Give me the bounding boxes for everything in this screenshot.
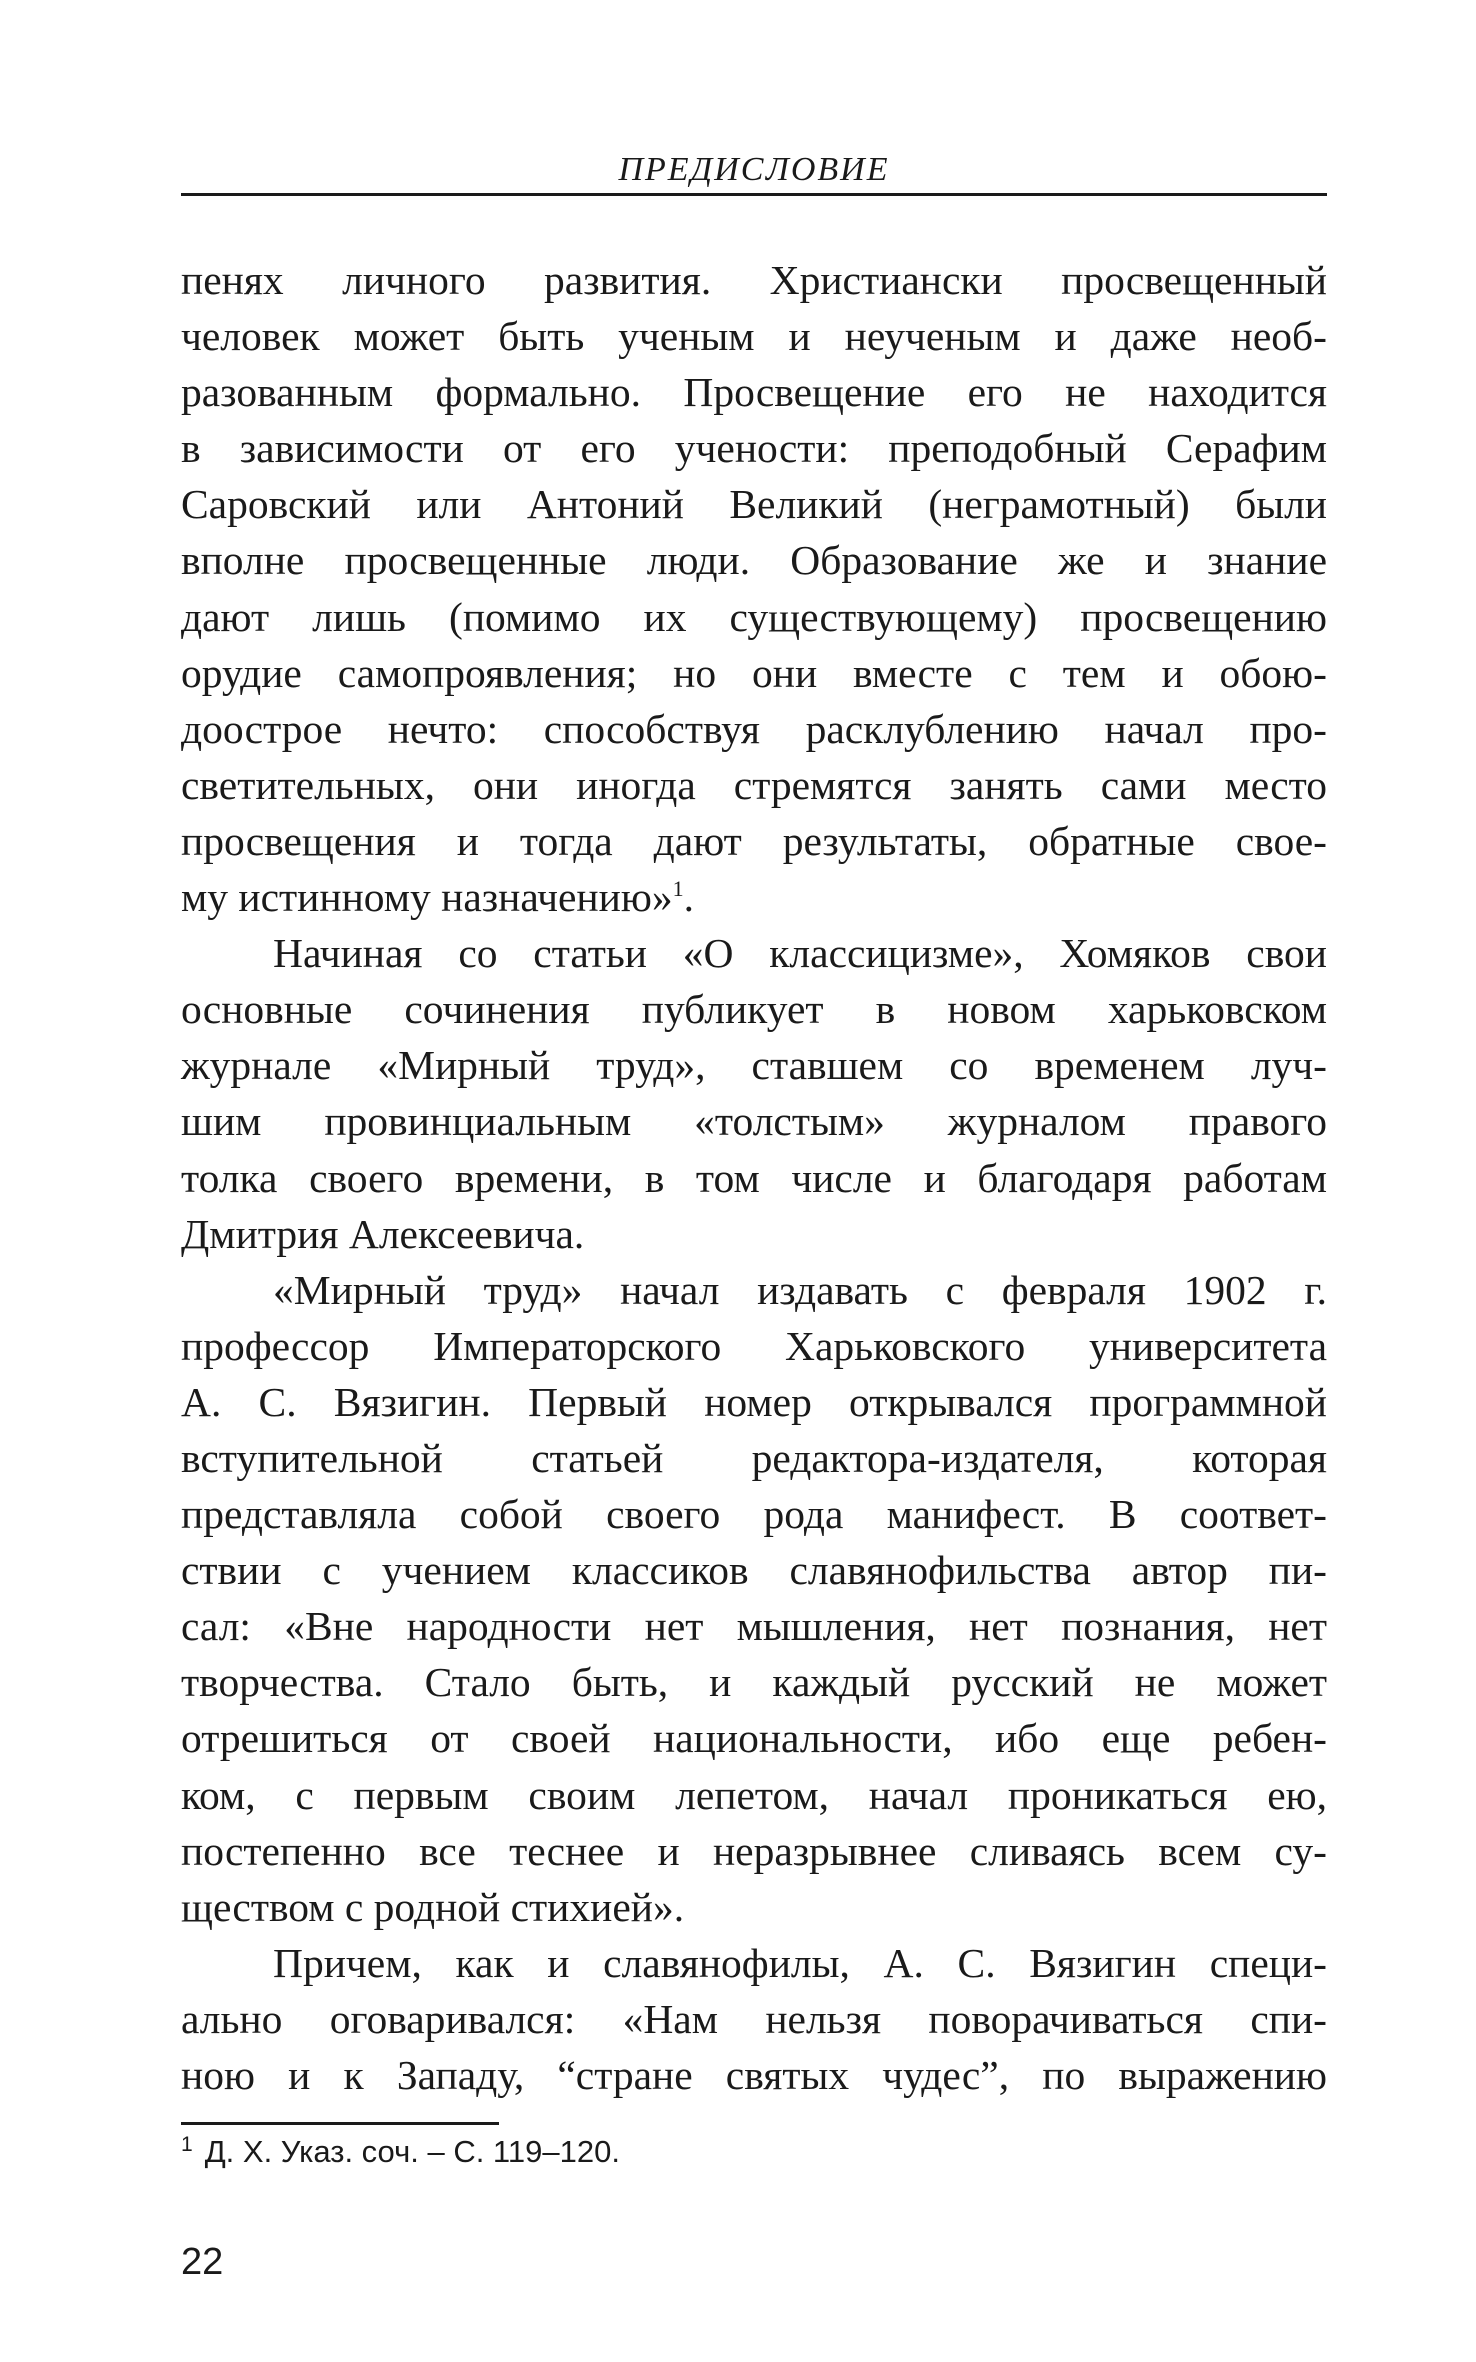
text-line: ком, с первым своим лепетом, начал проникаться ею, (181, 1771, 1327, 1818)
text-line: орудие самопроявления; но они вместе с тем и обою- (181, 649, 1327, 696)
text-line: вполне просвещенные люди. Образование же и знание (181, 537, 1327, 584)
text-line: А. С. Вязигин. Первый номер открывался программной (181, 1378, 1327, 1425)
text-line: толка своего времени, в том числе и благодаря работам (181, 1154, 1327, 1201)
text-line: пенях личного развития. Христиански просвещенный (181, 257, 1327, 303)
text-line (181, 869, 1327, 925)
footnote (181, 2132, 620, 2172)
text-line: разованным формально. Просвещение его не находится (181, 369, 1327, 416)
text-line: постепенно все теснее и неразрывнее сливаясь всем су- (181, 1827, 1327, 1874)
text-line: светительных, они иногда стремятся занять сами место (181, 761, 1327, 808)
text-line: доострое нечто: способствуя расклублению начал про- (181, 705, 1327, 752)
text-line: ществом с родной стихией». (181, 1883, 685, 1930)
text-line: человек может быть ученым и неученым и даже необ- (181, 313, 1327, 360)
footnote-rule (181, 2122, 499, 2125)
text-line: представляла собой своего рода манифест. В соответ- (181, 1491, 1327, 1538)
body-text (181, 252, 1327, 2103)
footnote-reference: 1 (672, 876, 684, 902)
text-line: ально оговаривался: «Нам нельзя поворачиваться спи- (181, 1995, 1327, 2042)
header-rule (181, 193, 1327, 196)
text-line: шим провинциальным «толстым» журналом правого (181, 1098, 1327, 1145)
text-line: Причем, как и славянофилы, А. С. Вязигин специ- (273, 1939, 1327, 1986)
text-line: творчества. Стало быть, и каждый русский не может (181, 1659, 1327, 1706)
text-line: просвещения и тогда дают результаты, обратные свое- (181, 817, 1327, 864)
text-line: основные сочинения публикует в новом харьковском (181, 986, 1327, 1033)
text-fragment: му истинному назначению» (181, 874, 673, 921)
text-line: Начиная со статьи «О классицизме», Хомяков свои (273, 930, 1327, 977)
text-line: журнале «Мирный труд», ставшем со временем луч- (181, 1042, 1327, 1089)
text-line: Дмитрия Алексеевича. (181, 1210, 585, 1257)
footnote-text: Д. Х. Указ. соч. – С. 119–120. (204, 2134, 620, 2169)
text-line: дают лишь (помимо их существующему) просвещению (181, 593, 1327, 640)
text-line: ною и к Западу, “стране святых чудес”, по выражению (181, 2052, 1327, 2098)
text-line: профессор Императорского Харьковского университета (181, 1322, 1327, 1369)
text-line: вступительной статьей редактора-издателя, которая (181, 1434, 1327, 1481)
footnote-number: 1 (181, 2132, 193, 2156)
text-line: отрешиться от своей национальности, ибо еще ребен- (181, 1715, 1327, 1762)
page-number: 22 (181, 2241, 224, 2283)
text-line: Саровский или Антоний Великий (неграмотный) были (181, 481, 1327, 528)
text-line: сал: «Вне народности нет мышления, нет познания, нет (181, 1603, 1327, 1650)
text-fragment: . (683, 874, 694, 921)
text-line: «Мирный труд» начал издавать с февраля 1902 г. (273, 1266, 1327, 1313)
text-line: в зависимости от его учености: преподобный Серафим (181, 425, 1327, 472)
text-line: ствии с учением классиков славянофильства автор пи- (181, 1547, 1327, 1594)
running-head: ПРЕДИСЛОВИЕ (618, 151, 890, 188)
